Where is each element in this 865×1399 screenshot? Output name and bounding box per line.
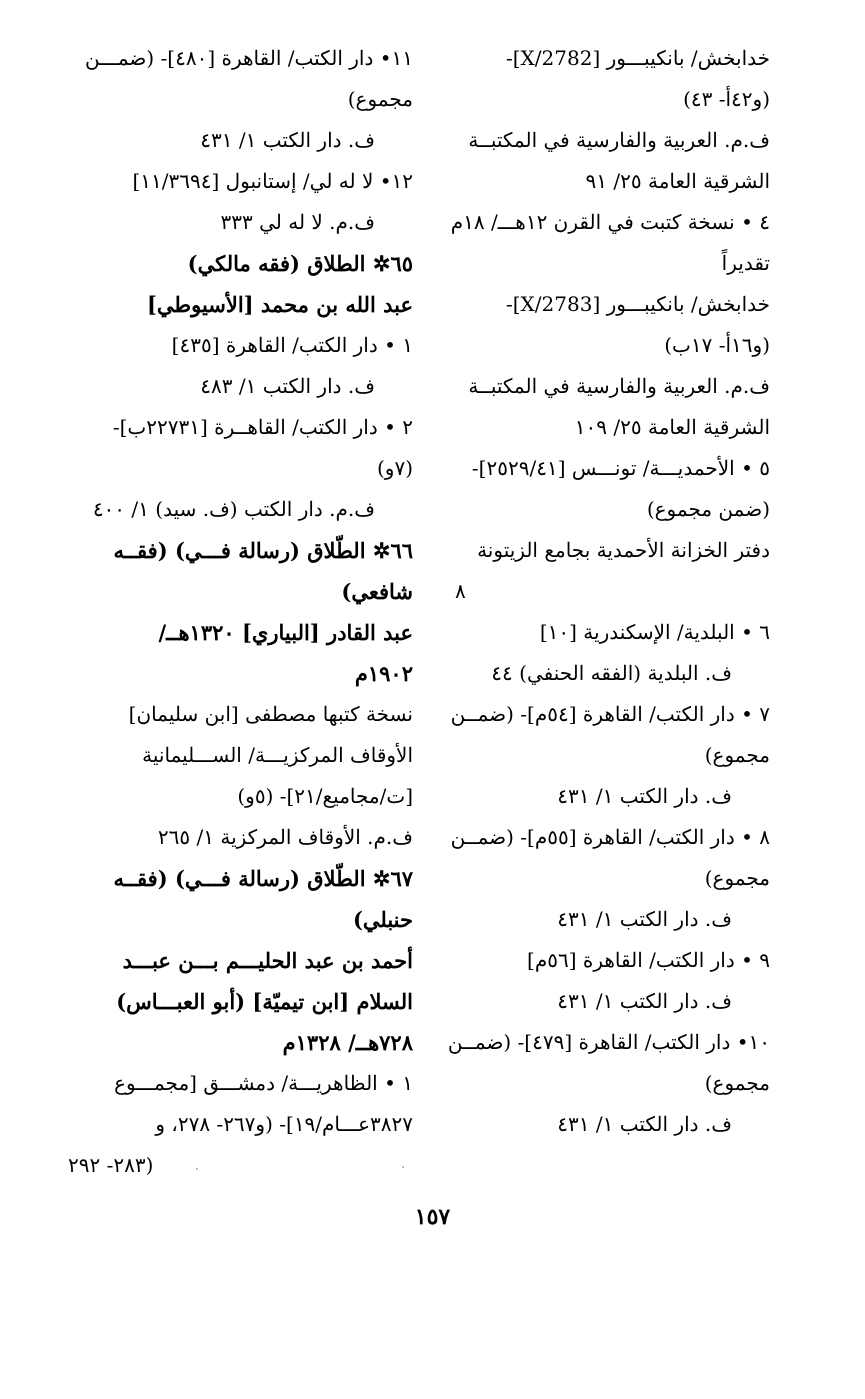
entry-line: ف.م. الأوقاف المركزية ١/ ٢٦٥: [157, 825, 413, 849]
entry-line: ٨ • دار الكتب/ القاهرة [٥٥م]- (ضمــن: [450, 825, 770, 849]
entry-line: مجموع): [704, 1071, 770, 1095]
entry-line: ٣٨٢٧عـــام/١٩]- (و٢٦٧- ٢٧٨، و: [155, 1112, 413, 1136]
entry-heading-line: حنبلي): [352, 907, 413, 932]
entry-line: الأوقاف المركزيـــة/ الســـليمانية: [142, 743, 413, 767]
entry-line: ف.م. العربية والفارسية في المكتبــة: [468, 128, 770, 152]
entry-line: ف.م. لا له لي ٣٣٣: [220, 210, 375, 234]
entry-line: ف. البلدية (الفقه الحنفي) ٤٤: [491, 661, 732, 685]
entry-line: ٨: [455, 579, 466, 603]
entry-line: الشرقية العامة ٢٥/ ١٠٩: [574, 415, 770, 439]
entry-line: (٧و): [376, 456, 413, 480]
entry-heading-line: عبد الله بن محمد [الأسيوطي]: [146, 292, 413, 317]
entry-line: ف.م. العربية والفارسية في المكتبــة: [468, 374, 770, 398]
entry-line: ١ • الظاهريـــة/ دمشـــق [مجمـــوع: [114, 1071, 413, 1095]
scan-speck: [196, 1168, 198, 1170]
entry-heading-line: عبد القادر [البياري] ١٣٢٠هــ/: [158, 620, 413, 645]
entry-line: ف. دار الكتب ١/ ٤٣١: [200, 128, 375, 152]
entry-line: ١٢• لا له لي/ إستانبول [١١/٣٦٩٤]: [132, 169, 413, 193]
entry-line: (و١٦أ- ١٧ب): [664, 333, 770, 357]
entry-line: مجموع): [347, 87, 413, 111]
right-column: [447, 38, 770, 1145]
entry-line: ٢ • دار الكتب/ القاهــرة [٢٢٧٣١ب]-: [112, 415, 413, 439]
entry-heading-line: ٦٦✲ الطّلاق (رسالة فـــي) (فقــه: [113, 538, 413, 563]
entry-heading-line: شافعي): [341, 579, 413, 604]
entry-heading-line: أحمد بن عبد الحليـــم بـــن عبـــد: [122, 948, 413, 973]
entry-line: ف. دار الكتب ١/ ٤٣١: [557, 989, 732, 1013]
entry-heading-line: ٦٥✲ الطلاق (فقه مالكي): [187, 251, 413, 276]
entry-line: ف. دار الكتب ١/ ٤٨٣: [200, 374, 375, 398]
entry-line: ١١• دار الكتب/ القاهرة [٤٨٠]- (ضمـــن: [85, 46, 413, 70]
entry-line: الشرقية العامة ٢٥/ ٩١: [585, 169, 770, 193]
entry-line: ٦ • البلدية/ الإسكندرية [١٠]: [539, 620, 770, 644]
left-column: [68, 38, 413, 1186]
entry-line: ٧ • دار الكتب/ القاهرة [٥٤م]- (ضمــن: [450, 702, 770, 726]
entry-line: مجموع): [704, 866, 770, 890]
entry-line: دفتر الخزانة الأحمدية بجامع الزيتونة: [477, 538, 770, 562]
entry-line: نسخة كتبها مصطفى [ابن سليمان]: [128, 702, 413, 726]
entry-heading-line: ١٩٠٢م: [354, 661, 413, 686]
entry-line: خدابخش/ بانكيبـــور [2782/X]-: [505, 46, 770, 70]
entry-line: ف. دار الكتب ١/ ٤٣١: [557, 1112, 732, 1136]
entry-heading-line: السلام [ابن تيميّة] (أبو العبـــاس): [116, 989, 413, 1014]
entry-line: (و٤٢أ- ٤٣): [683, 87, 770, 111]
entry-line: [ت/مجاميع/٢١]- (٥و): [237, 784, 413, 808]
entry-line: مجموع): [704, 743, 770, 767]
entry-line: ف. دار الكتب ١/ ٤٣١: [557, 907, 732, 931]
entry-line: تقديراً: [721, 251, 770, 275]
scan-speck: [402, 1166, 404, 1168]
entry-line: ٢٨٣- ٢٩٢): [68, 1153, 154, 1177]
entry-line: ف. دار الكتب ١/ ٤٣١: [557, 784, 732, 808]
entry-line: ف.م. دار الكتب (ف. سيد) ١/ ٤٠٠: [92, 497, 375, 521]
entry-line: ١٠• دار الكتب/ القاهرة [٤٧٩]- (ضمــن: [447, 1030, 770, 1054]
entry-line: ١ • دار الكتب/ القاهرة [٤٣٥]: [171, 333, 413, 357]
entry-line: خدابخش/ بانكيبـــور [2783/X]-: [505, 292, 770, 316]
entry-heading-line: ٧٢٨هــ/ ١٣٢٨م: [282, 1030, 413, 1055]
entry-line: ٥ • الأحمديـــة/ تونـــس [٢٥٢٩/٤١]-: [471, 456, 770, 480]
page-number: ١٥٧: [414, 1204, 451, 1230]
entry-line: ٩ • دار الكتب/ القاهرة [٥٦م]: [527, 948, 770, 972]
entry-heading-line: ٦٧✲ الطّلاق (رسالة فـــي) (فقــه: [113, 866, 413, 891]
entry-line: ٤ • نسخة كتبت في القرن ١٢هـــ/ ١٨م: [450, 210, 770, 234]
entry-line: (ضمن مجموع): [646, 497, 770, 521]
